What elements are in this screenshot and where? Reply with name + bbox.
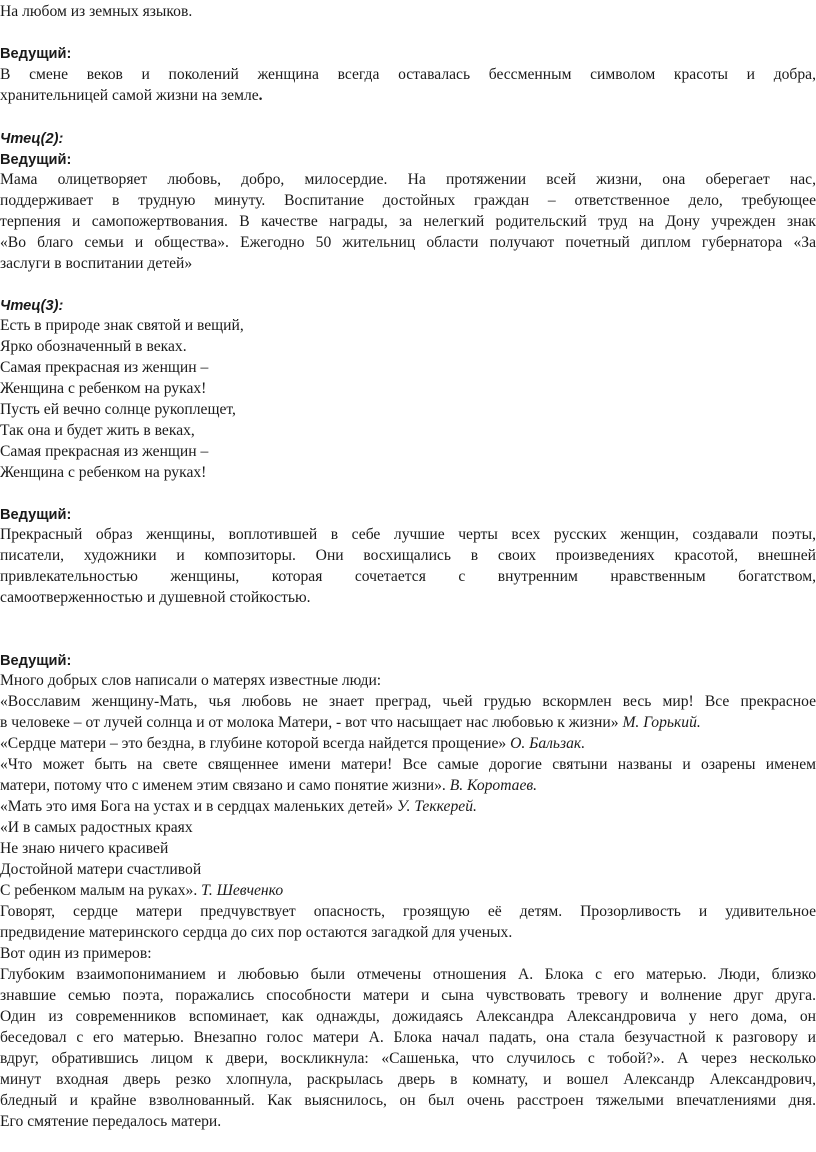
paragraph-line: Много добрых слов написали о матерях известные люди: — [0, 672, 382, 689]
paragraph-line: Вот один из примеров: — [0, 945, 152, 962]
paragraph-line: минут входная дверь резко хлопнула, раскрылась дверь в комнату, и вошел Александр Александрович, — [0, 1071, 816, 1088]
paragraph-line: самоотверженностью и душевной стойкостью. — [0, 589, 311, 606]
speaker-heading: Ведущий: — [0, 152, 72, 168]
quote-text: в человеке – от лучей солнца и от молока Матери, - вот что насыщает нас любовью к жизни» — [0, 714, 623, 731]
speaker-heading: Ведущий: — [0, 46, 72, 62]
paragraph-line: вдруг, обратившись лицом к двери, воскликнула: «Сашенька, что случилось с тобой?». А через несколько — [0, 1050, 816, 1067]
paragraph-line: терпения и самопожертвования. В качестве награды, за нелегкий родительский труд на Дону учрежден знак — [0, 213, 816, 230]
verse-line: Не знаю ничего красивей — [0, 840, 169, 857]
paragraph-line: Глубоким взаимопониманием и любовью были отмечены отношения А. Блока с его матерью. Люди, близко — [0, 966, 816, 983]
paragraph-line: бледный и крайне взволнованный. Как выяснилось, он был очень расстроен тяжелыми впечатлениями дня. — [0, 1092, 816, 1109]
paragraph-line: Его смятение передалось матери. — [0, 1113, 222, 1130]
paragraph-line: заслуги в воспитании детей» — [0, 255, 193, 272]
paragraph-line: Один из современников вспоминает, как однажды, дожидаясь Александра Александровича у него дома, он — [0, 1008, 816, 1025]
verse-line: Достойной матери счастливой — [0, 861, 202, 878]
text-line: На любом из земных языков. — [0, 3, 193, 20]
verse-line: Так она и будет жить в веках, — [0, 422, 195, 439]
paragraph-line: Говорят, сердце матери предчувствует опасность, грозящую её детям. Прозорливость и удивительное — [0, 903, 816, 920]
quote-line — [0, 713, 816, 733]
quote-author: М. Горький. — [622, 714, 701, 731]
speaker-heading: Ведущий: — [0, 507, 72, 523]
speaker-heading: Ведущий: — [0, 653, 72, 669]
paragraph-line: В смене веков и поколений женщина всегда оставалась бессменным символом красоты и добра, — [0, 66, 816, 83]
quote-author: Т. Шевченко — [201, 882, 284, 899]
quote-author: О. Бальзак. — [510, 735, 586, 752]
quote-text: С ребенком малым на руках». — [0, 882, 202, 899]
paragraph-line: Мама олицетворяет любовь, добро, милосердие. На протяжении всей жизни, она оберегает нас, — [0, 171, 816, 188]
quote-line — [0, 797, 816, 817]
quote-line: «Что может быть на свете священнее имени матери! Все самые дорогие святыни названы и озарены именем — [0, 756, 816, 773]
quote-line: «Восславим женщину-Мать, чья любовь не знает преград, чьей грудью вскормлен весь мир! Все прекрасное — [0, 693, 816, 710]
paragraph-text: хранительницей самой жизни на земле — [0, 87, 259, 104]
quote-author: У. Теккерей. — [397, 798, 477, 815]
verse-line: Самая прекрасная из женщин – — [0, 359, 209, 376]
paragraph-line: писатели, художники и композиторы. Они восхищались в своих произведениях красотой, внешней — [0, 547, 816, 564]
quote-line — [0, 734, 816, 754]
reader-heading: Чтец(2): — [0, 131, 64, 147]
paragraph-period: . — [258, 87, 263, 104]
paragraph-line: поддерживает в трудную минуту. Воспитание достойных граждан – ответственное дело, требующее — [0, 192, 816, 209]
verse-line: Самая прекрасная из женщин – — [0, 443, 209, 460]
quote-text: матери, потому что с именем этим связано и само понятие жизни». — [0, 777, 450, 794]
paragraph-line — [0, 86, 816, 106]
paragraph-line: беседовал с его матерью. Внезапно голос матери А. Блока начал падать, она стала безучастной к разговору и — [0, 1029, 816, 1046]
quote-text: «Сердце матери – это бездна, в глубине которой всегда найдется прощение» — [0, 735, 511, 752]
verse-line: «И в самых радостных краях — [0, 819, 193, 836]
quote-line — [0, 776, 816, 796]
paragraph-line: привлекательностью женщины, которая сочетается с внутренним нравственным богатством, — [0, 568, 816, 585]
verse-line: Пусть ей вечно солнце рукоплещет, — [0, 401, 236, 418]
verse-line: Есть в природе знак святой и вещий, — [0, 317, 244, 334]
verse-line: Ярко обозначенный в веках. — [0, 338, 187, 355]
quote-author: В. Коротаев. — [449, 777, 538, 794]
verse-line: Женщина с ребенком на руках! — [0, 464, 207, 481]
verse-line — [0, 881, 816, 901]
quote-text: «Мать это имя Бога на устах и в сердцах маленьких детей» — [0, 798, 398, 815]
paragraph-line: предвидение материнского сердца до сих пор остаются загадкой для ученых. — [0, 924, 513, 941]
paragraph-line: Прекрасный образ женщины, воплотившей в себе лучшие черты всех русских женщин, создавали поэты, — [0, 526, 816, 543]
verse-line: Женщина с ребенком на руках! — [0, 380, 207, 397]
paragraph-line: знавшие семью поэта, поражались способности матери и сына чувствовать тревогу и волнение друг друга. — [0, 987, 816, 1004]
reader-heading: Чтец(3): — [0, 298, 64, 314]
paragraph-line: «Во благо семьи и общества». Ежегодно 50 жительниц области получают почетный диплом губернатора «За — [0, 234, 816, 251]
